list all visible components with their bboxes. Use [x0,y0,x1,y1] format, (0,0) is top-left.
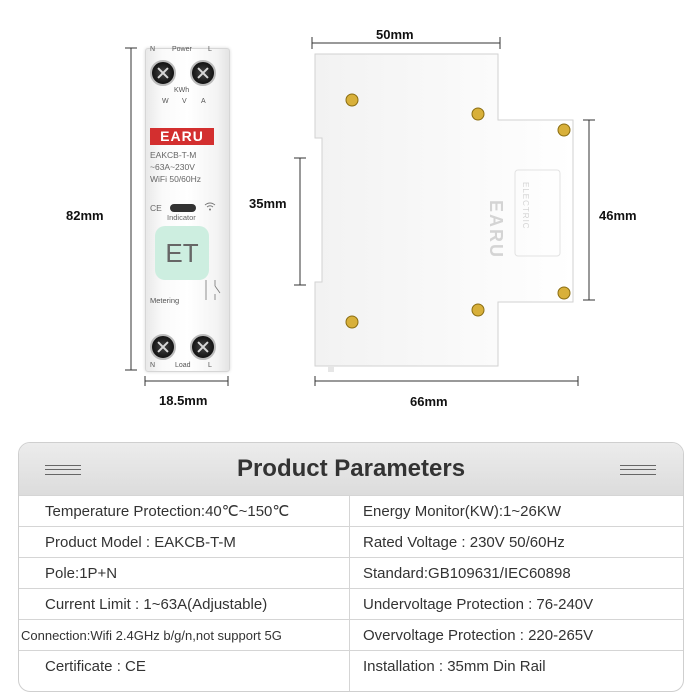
ce-mark: CE [150,203,162,213]
top-n-label: N [150,46,156,53]
bottom-n-label: N [150,362,156,369]
table-row [19,495,683,527]
param-left: Connection:Wifi 2.4GHz b/g/n,not support 5G [21,628,282,643]
table-row [19,588,683,620]
power-label: Power [172,46,192,53]
wifi-label: WiFi 50/60Hz [150,174,202,184]
side-brand-subtext: ELECTRIC [521,182,530,230]
meter-w-label: W [162,98,169,105]
table-row [19,557,683,589]
kwh-label: KWh [174,87,190,94]
width-front-label: 18.5mm [159,393,208,408]
et-button[interactable]: ET [155,226,209,280]
param-right: Undervoltage Protection : 76-240V [363,596,594,613]
header-left-lines-icon [45,465,81,475]
height-front-label: 82mm [66,208,104,223]
meter-a-label: A [201,98,206,105]
top-right-screw-icon [190,60,216,86]
table-title: Product Parameters [236,455,466,482]
param-left: Temperature Protection:40℃~150℃ [45,503,290,520]
param-right: Overvoltage Protection : 220-265V [363,627,594,644]
product-parameters-table [18,442,684,692]
header-right-lines-icon [620,465,656,475]
bottom-left-screw-icon [150,334,176,360]
brand-logo: EARU [150,128,214,145]
breaker-side-view [310,52,580,372]
top-l-label: L [208,46,212,53]
height-side-inner-label: 35mm [249,196,287,211]
param-right: Standard:GB109631/IEC60898 [363,565,571,582]
table-header [19,443,683,495]
load-label: Load [175,362,191,369]
bottom-l-label: L [208,362,212,369]
bottom-right-screw-icon [190,334,216,360]
param-right: Installation : 35mm Din Rail [363,658,546,675]
side-brand-text: EARU [486,200,506,260]
table-row [19,526,683,558]
param-left: Current Limit : 1~63A(Adjustable) [45,596,268,613]
param-left: Certificate : CE [45,658,146,675]
height-side-outer-label: 46mm [599,208,637,223]
model-label: EAKCB-T-M [150,150,197,160]
param-left: Product Model : EAKCB-T-M [45,534,236,551]
param-right: Energy Monitor(KW):1~26KW [363,503,561,520]
indicator-label: Indicator [167,213,196,222]
param-left: Pole:1P+N [45,565,118,582]
rating-label: ~63A~230V [150,162,195,172]
circuit-symbol-icon [203,278,223,302]
meter-v-label: V [182,98,187,105]
indicator-light-icon [170,204,196,212]
wifi-icon [204,201,216,211]
param-right: Rated Voltage : 230V 50/60Hz [363,534,565,551]
metering-label: Metering [150,296,180,305]
width-side-top-label: 50mm [376,27,414,42]
top-left-screw-icon [150,60,176,86]
table-row [19,650,683,682]
table-row [19,619,683,651]
width-side-bottom-label: 66mm [410,394,448,409]
